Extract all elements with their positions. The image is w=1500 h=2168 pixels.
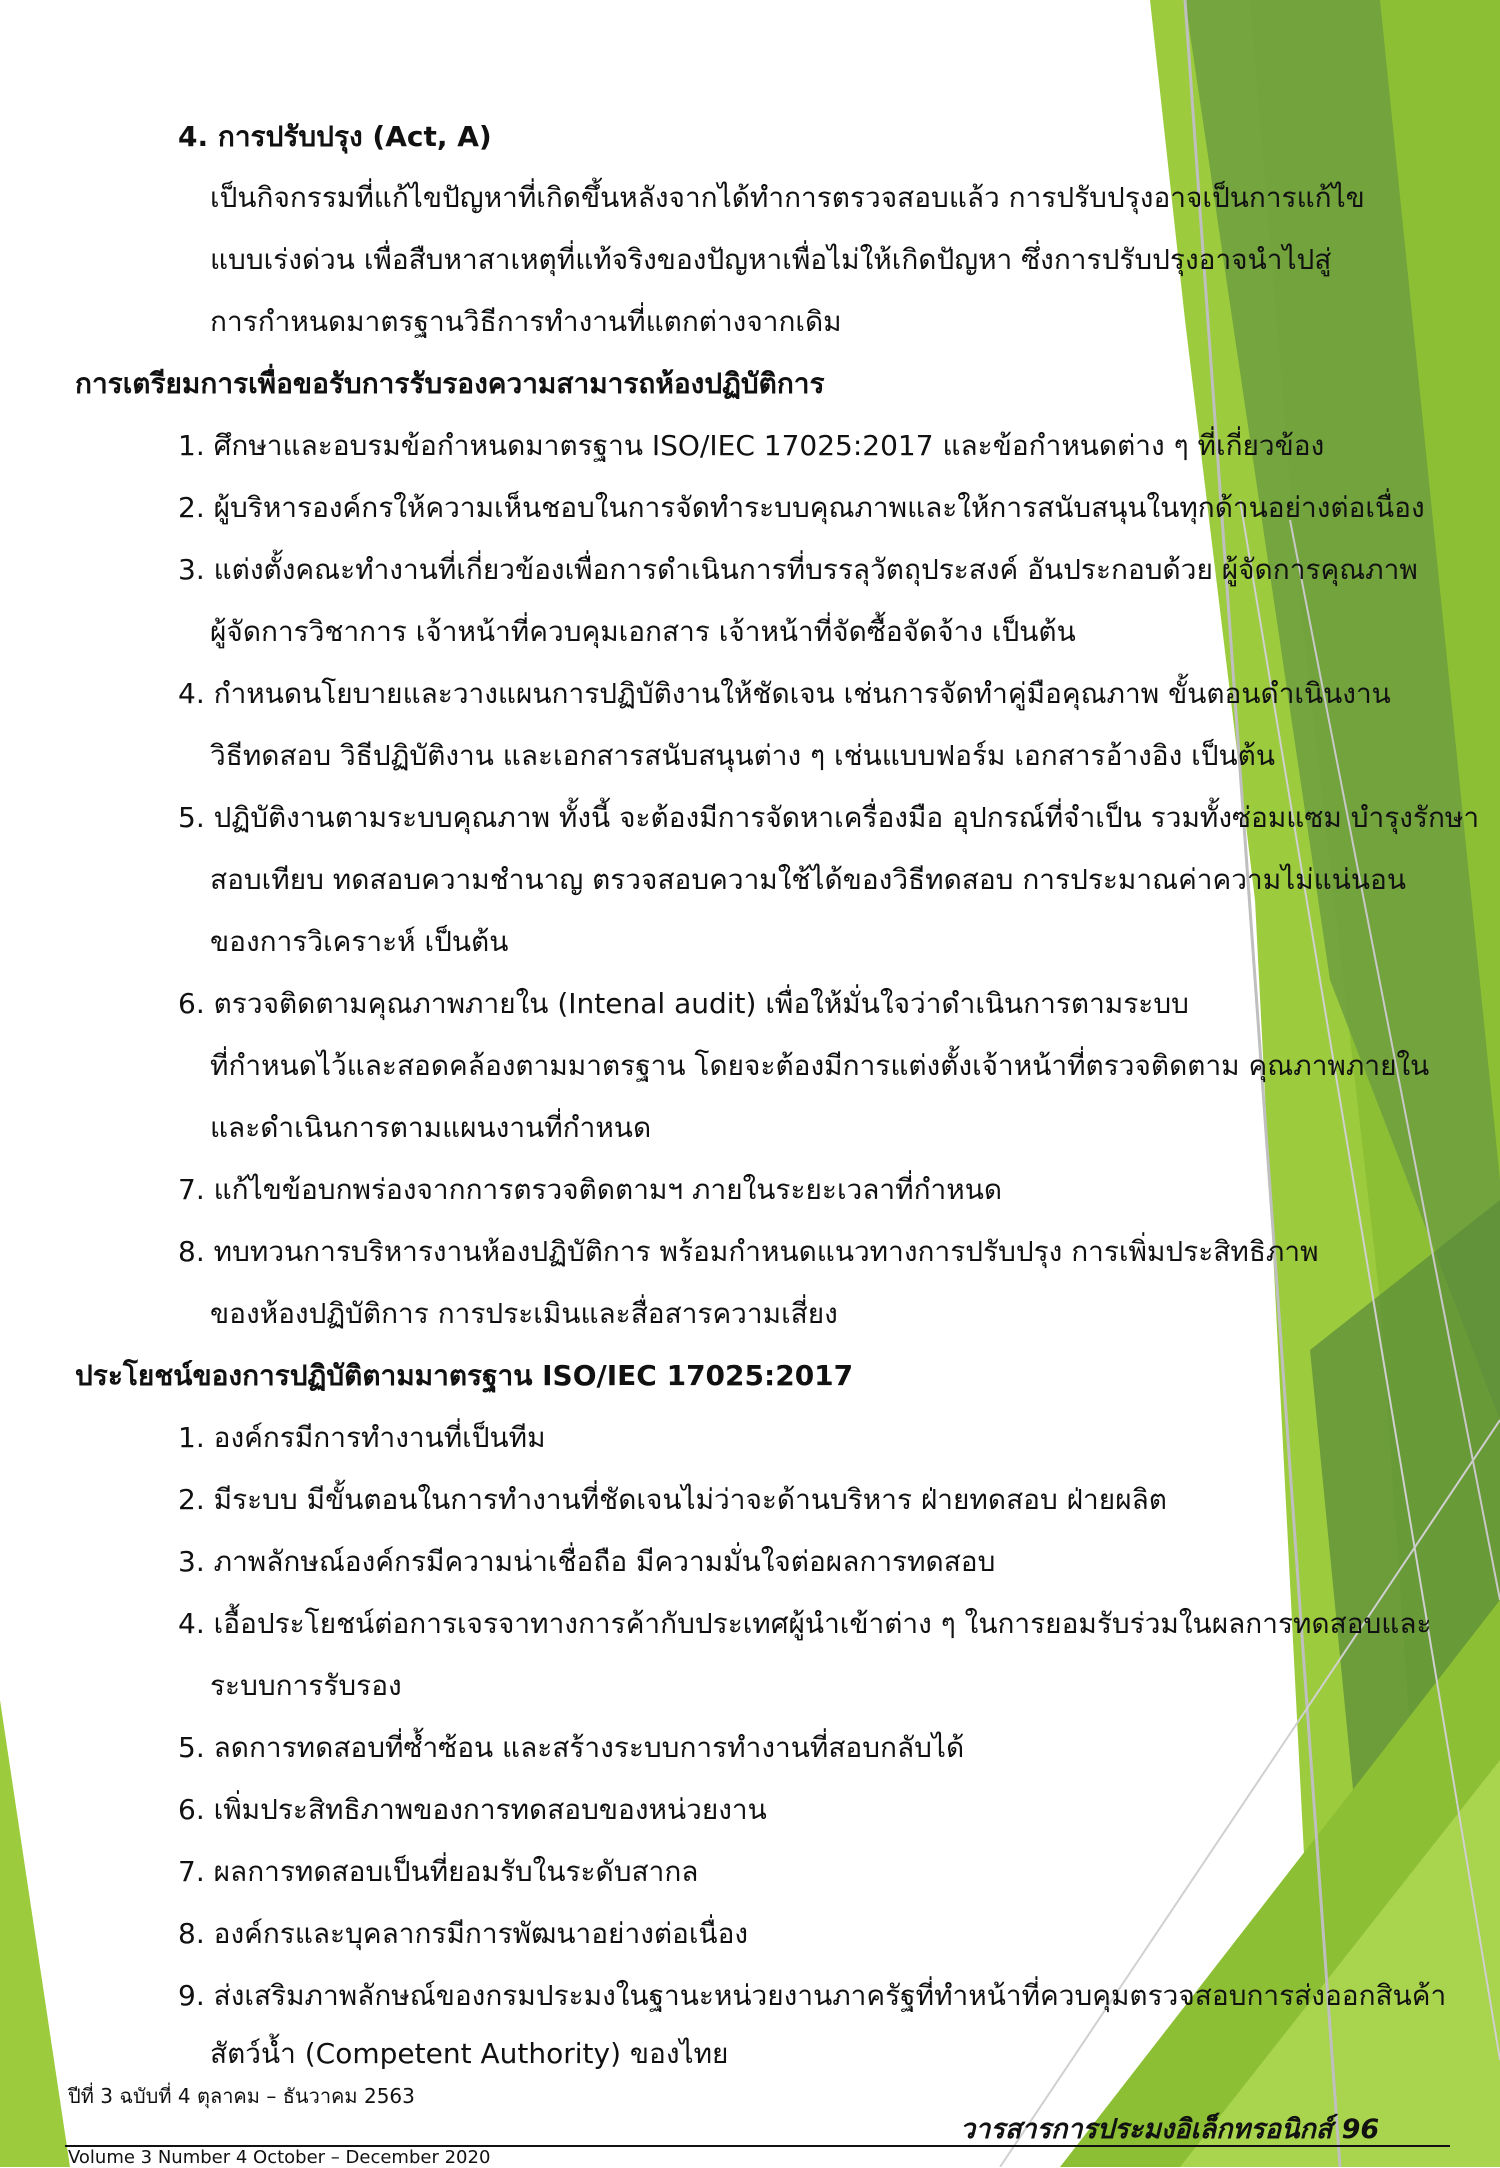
prep-item-4 (178, 674, 1391, 714)
item-text: แก้ไขข้อบกพร่องจากการตรวจติดตามฯ ภายในระยะเวลาที่กำหนด (213, 1173, 1003, 1206)
item-number: 3. (178, 553, 205, 586)
item-number: 5. (178, 1731, 205, 1764)
item-text: ส่งเสริมภาพลักษณ์ของกรมประมงในฐานะหน่วยงานภาครัฐที่ทำหน้าที่ควบคุมตรวจสอบการส่งออกสินค้า (213, 1979, 1447, 2012)
item-number: 3. (178, 1545, 205, 1578)
footer-issue-english: Volume 3 Number 4 October – December 2020 (68, 2147, 491, 2168)
item-text: ศึกษาและอบรมข้อกำหนดมาตรฐาน ISO/IEC 17025:2017 และข้อกำหนดต่าง ๆ ที่เกี่ยวข้อง (213, 429, 1325, 462)
prep-heading: การเตรียมการเพื่อขอรับการรับรองความสามารถห้องปฏิบัติการ (75, 367, 825, 400)
prep-item-5-cont: ของการวิเคราะห์ เป็นต้น (210, 925, 509, 958)
item-number: 5. (178, 801, 205, 834)
benefit-item-3 (178, 1542, 995, 1582)
prep-item-3 (178, 550, 1418, 590)
item-number: 8. (178, 1235, 205, 1268)
benefit-item-5 (178, 1728, 964, 1768)
benefit-item-6 (178, 1790, 767, 1830)
benefit-item-9 (178, 1976, 1446, 2016)
item-number: 4. (178, 677, 205, 710)
item-text: มีระบบ มีขั้นตอนในการทำงานที่ชัดเจนไม่ว่าจะด้านบริหาร ฝ่ายทดสอบ ฝ่ายผลิต (213, 1483, 1167, 1516)
item-number: 4. (178, 1607, 205, 1640)
item-number: 9. (178, 1979, 205, 2012)
item-number: 7. (178, 1855, 205, 1888)
benefit-item-8 (178, 1914, 748, 1954)
prep-item-7 (178, 1170, 1002, 1210)
item-number: 7. (178, 1173, 205, 1206)
item-text: ผลการทดสอบเป็นที่ยอมรับในระดับสากล (213, 1855, 699, 1888)
prep-item-3-cont: ผู้จัดการวิชาการ เจ้าหน้าที่ควบคุมเอกสาร เจ้าหน้าที่จัดซื้อจัดจ้าง เป็นต้น (210, 615, 1076, 648)
prep-item-5-cont: สอบเทียบ ทดสอบความชำนาญ ตรวจสอบความใช้ได้ของวิธีทดสอบ การประมาณค่าความไม่แน่นอน (210, 863, 1406, 896)
benefit-item-9-cont: สัตว์น้ำ (Competent Authority) ของไทย (210, 2037, 729, 2070)
prep-item-5 (178, 798, 1479, 838)
benefit-item-4-cont: ระบบการรับรอง (210, 1669, 402, 1702)
prep-item-6-cont: ที่กำหนดไว้และสอดคล้องตามมาตรฐาน โดยจะต้องมีการแต่งตั้งเจ้าหน้าที่ตรวจติดตาม คุณภาพภายใน (210, 1049, 1430, 1082)
item-text: ตรวจติดตามคุณภาพภายใน (Intenal audit) เพื่อให้มั่นใจว่าดำเนินการตามระบบ (213, 987, 1189, 1020)
benefit-item-7 (178, 1852, 698, 1892)
item-number: 2. (178, 1483, 205, 1516)
item-text: ภาพลักษณ์องค์กรมีความน่าเชื่อถือ มีความมั่นใจต่อผลการทดสอบ (213, 1545, 996, 1578)
benefit-item-1 (178, 1418, 546, 1458)
act-paragraph-line: เป็นกิจกรรมที่แก้ไขปัญหาที่เกิดขึ้นหลังจากได้ทำการตรวจสอบแล้ว การปรับปรุงอาจเป็นการแก้ไข (210, 181, 1365, 214)
item-text: เอื้อประโยชน์ต่อการเจรจาทางการค้ากับประเทศผู้นำเข้าต่าง ๆ ในการยอมรับร่วมในผลการทดสอบและ (213, 1607, 1432, 1640)
prep-item-8-cont: ของห้องปฏิบัติการ การประเมินและสื่อสารความเสี่ยง (210, 1297, 838, 1330)
item-text: ผู้บริหารองค์กรให้ความเห็นชอบในการจัดทำระบบคุณภาพและให้การสนับสนุนในทุกด้านอย่างต่อเนื่อง (213, 491, 1425, 524)
item-text: กำหนดนโยบายและวางแผนการปฏิบัติงานให้ชัดเจน เช่นการจัดทำคู่มือคุณภาพ ขั้นตอนดำเนินงาน (213, 677, 1391, 710)
act-paragraph-line: แบบเร่งด่วน เพื่อสืบหาสาเหตุที่แท้จริงของปัญหาเพื่อไม่ให้เกิดปัญหา ซึ่งการปรับปรุงอาจนำไปสู่ (210, 243, 1332, 276)
item-text: องค์กรและบุคลากรมีการพัฒนาอย่างต่อเนื่อง (213, 1917, 749, 1950)
act-heading: 4. การปรับปรุง (Act, A) (178, 120, 492, 153)
item-text: ทบทวนการบริหารงานห้องปฏิบัติการ พร้อมกำหนดแนวทางการปรับปรุง การเพิ่มประสิทธิภาพ (213, 1235, 1319, 1268)
prep-item-1 (178, 426, 1324, 466)
item-number: 6. (178, 1793, 205, 1826)
item-text: องค์กรมีการทำงานที่เป็นทีม (213, 1421, 546, 1454)
item-number: 6. (178, 987, 205, 1020)
benefit-item-2 (178, 1480, 1167, 1520)
item-number: 2. (178, 491, 205, 524)
prep-item-4-cont: วิธีทดสอบ วิธีปฏิบัติงาน และเอกสารสนับสนุนต่าง ๆ เช่นแบบฟอร์ม เอกสารอ้างอิง เป็นต้น (210, 739, 1275, 772)
benefit-heading: ประโยชน์ของการปฏิบัติตามมาตรฐาน ISO/IEC 17025:2017 (75, 1359, 854, 1392)
benefit-item-4 (178, 1604, 1432, 1644)
item-number: 8. (178, 1917, 205, 1950)
prep-item-2 (178, 488, 1425, 528)
item-text: ปฏิบัติงานตามระบบคุณภาพ ทั้งนี้ จะต้องมีการจัดหาเครื่องมือ อุปกรณ์ที่จำเป็น รวมทั้งซ่อมแซม บำรุงรักษา (213, 801, 1480, 834)
act-paragraph-line: การกำหนดมาตรฐานวิธีการทำงานที่แตกต่างจากเดิม (210, 305, 842, 338)
prep-item-8 (178, 1232, 1319, 1272)
item-number: 1. (178, 429, 205, 462)
item-text: เพิ่มประสิทธิภาพของการทดสอบของหน่วยงาน (213, 1793, 767, 1826)
item-number: 1. (178, 1421, 205, 1454)
prep-item-6 (178, 984, 1189, 1024)
item-text: แต่งตั้งคณะทำงานที่เกี่ยวข้องเพื่อการดำเนินการที่บรรลุวัตถุประสงค์ อันประกอบด้วย ผู้จัดการคุณภาพ (213, 553, 1418, 586)
prep-item-6-cont: และดำเนินการตามแผนงานที่กำหนด (210, 1111, 652, 1144)
footer-issue-thai: ปีที่ 3 ฉบับที่ 4 ตุลาคม – ธันวาคม 2563 (68, 2084, 415, 2108)
footer-journal-title: วารสารการประมงอิเล็กทรอนิกส์ 96 (960, 2114, 1380, 2145)
item-text: ลดการทดสอบที่ซ้ำซ้อน และสร้างระบบการทำงานที่สอบกลับได้ (213, 1731, 965, 1764)
